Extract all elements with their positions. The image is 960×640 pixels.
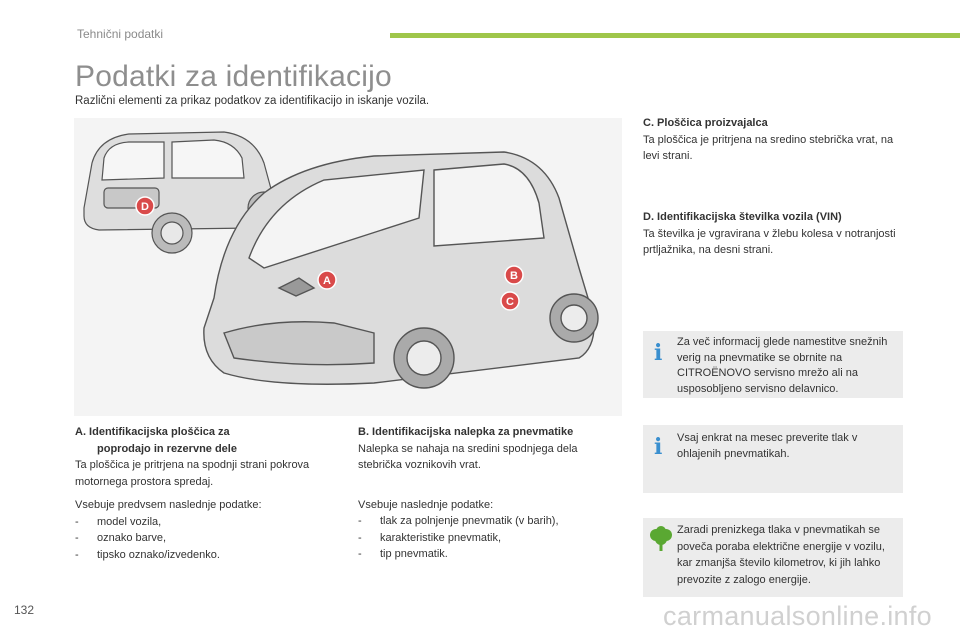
- header-accent-bar: [390, 33, 960, 38]
- info-icon: i: [654, 434, 663, 460]
- page-title: Podatki za identifikacijo: [75, 60, 392, 93]
- info-box-text: Za več informacij glede namestitve snežnih verig na pnevmatike se obrnite na CITROËNOVO servisno mrežo ali na usposobljeno servisno delavnico.: [677, 336, 888, 395]
- section-c-heading: C. Ploščica proizvajalca: [643, 117, 768, 129]
- list-item: - tlak za polnjenje pnevmatik (v barih),: [358, 515, 559, 527]
- info-box-snow-chains: [643, 331, 903, 398]
- section-a-list: [75, 514, 335, 564]
- section-d-body: Ta številka je vgravirana v žlebu kolesa v notranjosti prtljažnika, na desni strani.: [643, 227, 896, 256]
- page-subtitle: Različni elementi za prikaz podatkov za identifikacijo in iskanje vozila.: [75, 95, 430, 107]
- section-c: [643, 115, 898, 165]
- section-d: [643, 209, 898, 259]
- marker-c: [501, 292, 519, 310]
- list-item: - oznako barve,: [75, 532, 167, 544]
- watermark: carmanualsonline.info: [663, 601, 932, 631]
- section-a-body: Ta ploščica je pritrjena na spodnji strani pokrova motornega prostora spredaj.: [75, 459, 310, 488]
- page-number: 132: [14, 603, 35, 617]
- marker-b: [505, 266, 523, 284]
- eco-tree-icon: [649, 526, 673, 552]
- list-item: - tip pnevmatik.: [358, 548, 448, 560]
- info-icon: i: [654, 340, 663, 366]
- eco-box-text: Zaradi prenizkega tlaka v pnevmatikah se poveča poraba električne energije v vozilu, kar zmanjša število kilometrov, ki jih lahko prevozite z zalogo energije.: [677, 524, 885, 586]
- svg-text:A: A: [323, 275, 331, 287]
- marker-d: [136, 197, 154, 215]
- list-item: - karakteristike pnevmatik,: [358, 531, 502, 544]
- section-label: Tehnični podatki: [77, 27, 164, 41]
- section-b-heading: B. Identifikacijska nalepka za pnevmatike: [358, 426, 574, 438]
- section-b: [358, 424, 618, 563]
- marker-a: [318, 271, 336, 289]
- vehicle-illustration: [74, 118, 622, 416]
- svg-text:B: B: [510, 270, 518, 282]
- section-a-heading: A. Identifikacijska ploščica za poprodajo in rezervne dele: [75, 426, 237, 455]
- info-box-text: Vsaj enkrat na mesec preverite tlak v ohlajenih pnevmatikah.: [677, 432, 858, 460]
- svg-text:D: D: [141, 201, 149, 213]
- info-box-tyre-pressure: [643, 425, 903, 493]
- svg-text:C: C: [506, 296, 514, 308]
- section-c-body: Ta ploščica je pritrjena na sredino stebrička vrat, na levi strani.: [643, 133, 894, 162]
- section-a-intro: Vsebuje predvsem naslednje podatke:: [75, 499, 262, 511]
- section-b-intro: Vsebuje naslednje podatke:: [358, 498, 494, 511]
- list-item: - tipsko oznako/izvedenko.: [75, 548, 220, 561]
- list-item: - model vozila,: [75, 515, 162, 528]
- section-b-body: Nalepka se nahaja na sredini spodnjega dela stebrička voznikovih vrat.: [358, 442, 578, 471]
- section-b-list: [358, 513, 618, 563]
- eco-box-energy: [643, 518, 903, 597]
- section-a: [75, 424, 335, 563]
- section-d-heading: D. Identifikacijska številka vozila (VIN): [643, 211, 842, 223]
